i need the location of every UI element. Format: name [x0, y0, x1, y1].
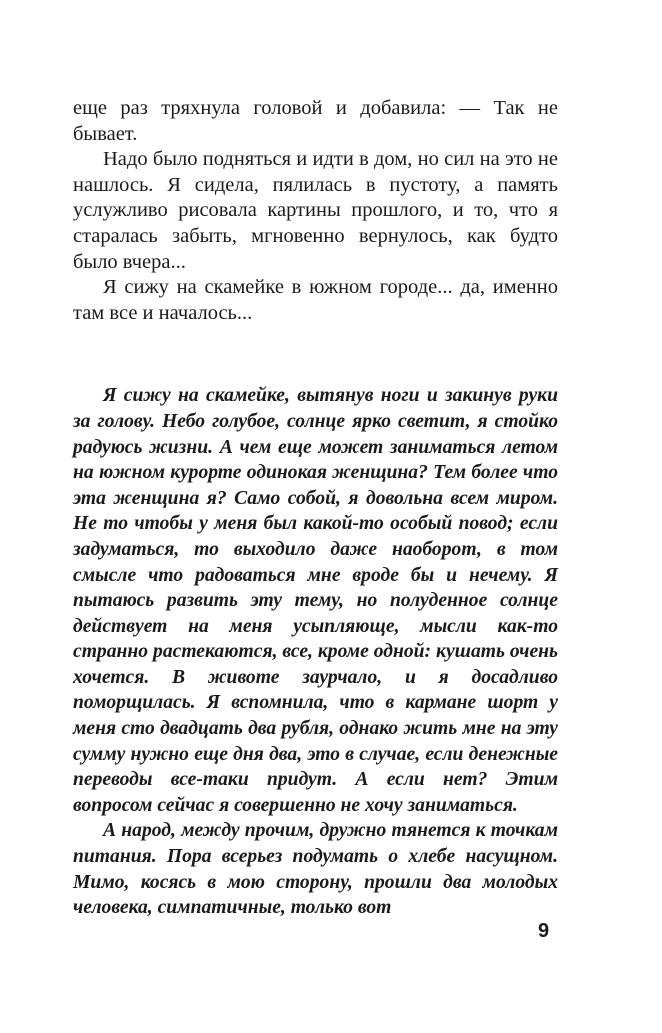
italic-paragraph: Я сижу на скамейке, вытянув ноги и закинув руки за голову. Небо голубое, солнце ярко светит, я стойко радуюсь жизни. А чем еще может заниматься летом на южном курорте одинокая женщина? Тем более что эта женщина я? Само собой, я довольна всем миром. Не то чтобы у меня был какой-то особый повод; если задуматься, то выходило даже наоборот, в том смысле что радоваться мне вроде бы и нечему. Я пытаюсь развить эту тему, но полуденное солнце действует на меня усыпляюще, мысли как-то странно растекаются, все, кроме одной: кушать очень хочется. В животе заурчало, и я досадливо поморщилась. Я вспомнила, что в кармане шорт у меня сто двадцать два рубля, однако жить мне на эту сумму нужно еще дня два, это в случае, если денежные переводы все-таки придут. А если нет? Этим вопросом сейчас я совершенно не хочу заниматься.	[73, 385, 558, 816]
page-number: 9	[538, 920, 550, 942]
paragraph: Надо было подняться и идти в дом, но сил на это не нашлось. Я сидела, пялилась в пустоту, а память услужливо рисовала картины прошлого, и то, что я старалась забыть, мгновенно вернулось, как будто было вчера...	[73, 148, 558, 273]
paragraph: Я сижу на скамейке в южном городе... да, именно там все и началось...	[73, 276, 558, 324]
italic-text-section	[73, 383, 558, 920]
regular-text-section	[73, 96, 558, 326]
book-page	[73, 96, 558, 921]
paragraph-continuation: еще раз тряхнула головой и добавила: — Так не бывает.	[73, 97, 558, 145]
italic-paragraph: А народ, между прочим, дружно тянется к точкам питания. Пора всерьез подумать о хлебе насущном. Мимо, косясь в мою сторону, прошли два молодых человека, симпатичные, только вот	[73, 820, 558, 919]
